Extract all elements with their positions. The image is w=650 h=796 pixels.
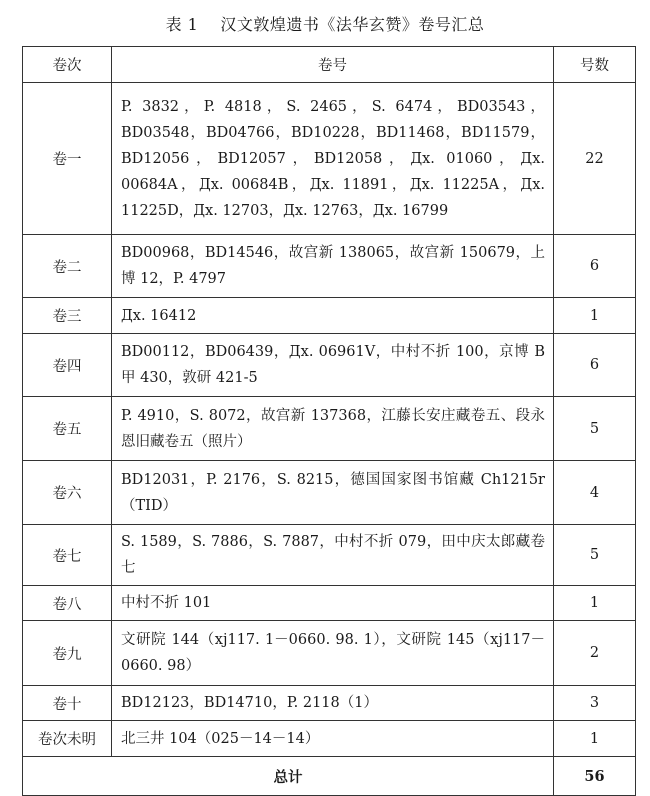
table-row [23, 334, 636, 397]
volume-cell: 卷次未明 [23, 721, 112, 757]
ids-cell: BD00968，BD14546，故宫新 138065，故宫新 150679，上博 12，P. 4797 [112, 235, 554, 298]
count-cell: 3 [554, 686, 636, 721]
table-number: 表 1 [165, 15, 199, 34]
volume-cell: 卷一 [23, 83, 112, 235]
ids-cell: 中村不折 101 [112, 586, 554, 621]
volume-cell: 卷九 [23, 621, 112, 686]
table-row [23, 721, 636, 757]
count-cell: 5 [554, 525, 636, 586]
header-count: 号数 [554, 47, 636, 83]
total-value: 56 [554, 757, 636, 796]
count-cell: 5 [554, 397, 636, 461]
ids-cell: Дx. 16412 [112, 298, 554, 334]
count-cell: 22 [554, 83, 636, 235]
volume-cell: 卷四 [23, 334, 112, 397]
ids-cell: P. 4910，S. 8072，故宫新 137368，江藤长安庄藏卷五、段永恩旧藏卷五（照片） [112, 397, 554, 461]
volume-cell: 卷三 [23, 298, 112, 334]
table-row [23, 235, 636, 298]
ids-cell: BD12123，BD14710，P. 2118（1） [112, 686, 554, 721]
count-cell: 1 [554, 586, 636, 621]
volume-table [22, 46, 636, 796]
count-cell: 6 [554, 235, 636, 298]
ids-cell: P. 3832，P. 4818，S. 2465，S. 6474，BD03543，BD03548，BD04766，BD10228，BD11468，BD11579，BD12056，BD12057，BD12058，Дx. 01060，Дx. 00684A，Дx. 00684B，Дx. 11891，Дx. 11225A，Дx. 11225D，Дx. 12703，Дx. 12763，Дx. 16799 [112, 83, 554, 235]
table-row [23, 397, 636, 461]
ids-cell: S. 1589，S. 7886，S. 7887，中村不折 079，田中庆太郎藏卷七 [112, 525, 554, 586]
count-cell: 2 [554, 621, 636, 686]
count-cell: 6 [554, 334, 636, 397]
table-row [23, 586, 636, 621]
table-title: 汉文敦煌遗书《法华玄赞》卷号汇总 [220, 15, 485, 34]
table-row [23, 83, 636, 235]
table-row [23, 525, 636, 586]
table-row [23, 461, 636, 525]
ids-cell: 文研院 144（xj117. 1－0660. 98. 1），文研院 145（xj117－0660. 98） [112, 621, 554, 686]
volume-cell: 卷七 [23, 525, 112, 586]
ids-cell: 北三井 104（025－14－14） [112, 721, 554, 757]
count-cell: 1 [554, 721, 636, 757]
count-cell: 1 [554, 298, 636, 334]
total-label: 总计 [23, 757, 554, 796]
count-cell: 4 [554, 461, 636, 525]
ids-cell: BD12031，P. 2176，S. 8215，德国国家图书馆藏 Ch1215r（TID） [112, 461, 554, 525]
header-row [23, 47, 636, 83]
volume-cell: 卷二 [23, 235, 112, 298]
header-volume: 卷次 [23, 47, 112, 83]
total-row [23, 757, 636, 796]
table-row [23, 621, 636, 686]
volume-cell: 卷十 [23, 686, 112, 721]
table-row [23, 686, 636, 721]
volume-cell: 卷五 [23, 397, 112, 461]
table-row [23, 298, 636, 334]
table-caption [0, 14, 650, 36]
header-ids: 卷号 [112, 47, 554, 83]
volume-cell: 卷六 [23, 461, 112, 525]
volume-cell: 卷八 [23, 586, 112, 621]
ids-cell: BD00112，BD06439，Дx. 06961V，中村不折 100，京博 B 甲 430，敦研 421-5 [112, 334, 554, 397]
